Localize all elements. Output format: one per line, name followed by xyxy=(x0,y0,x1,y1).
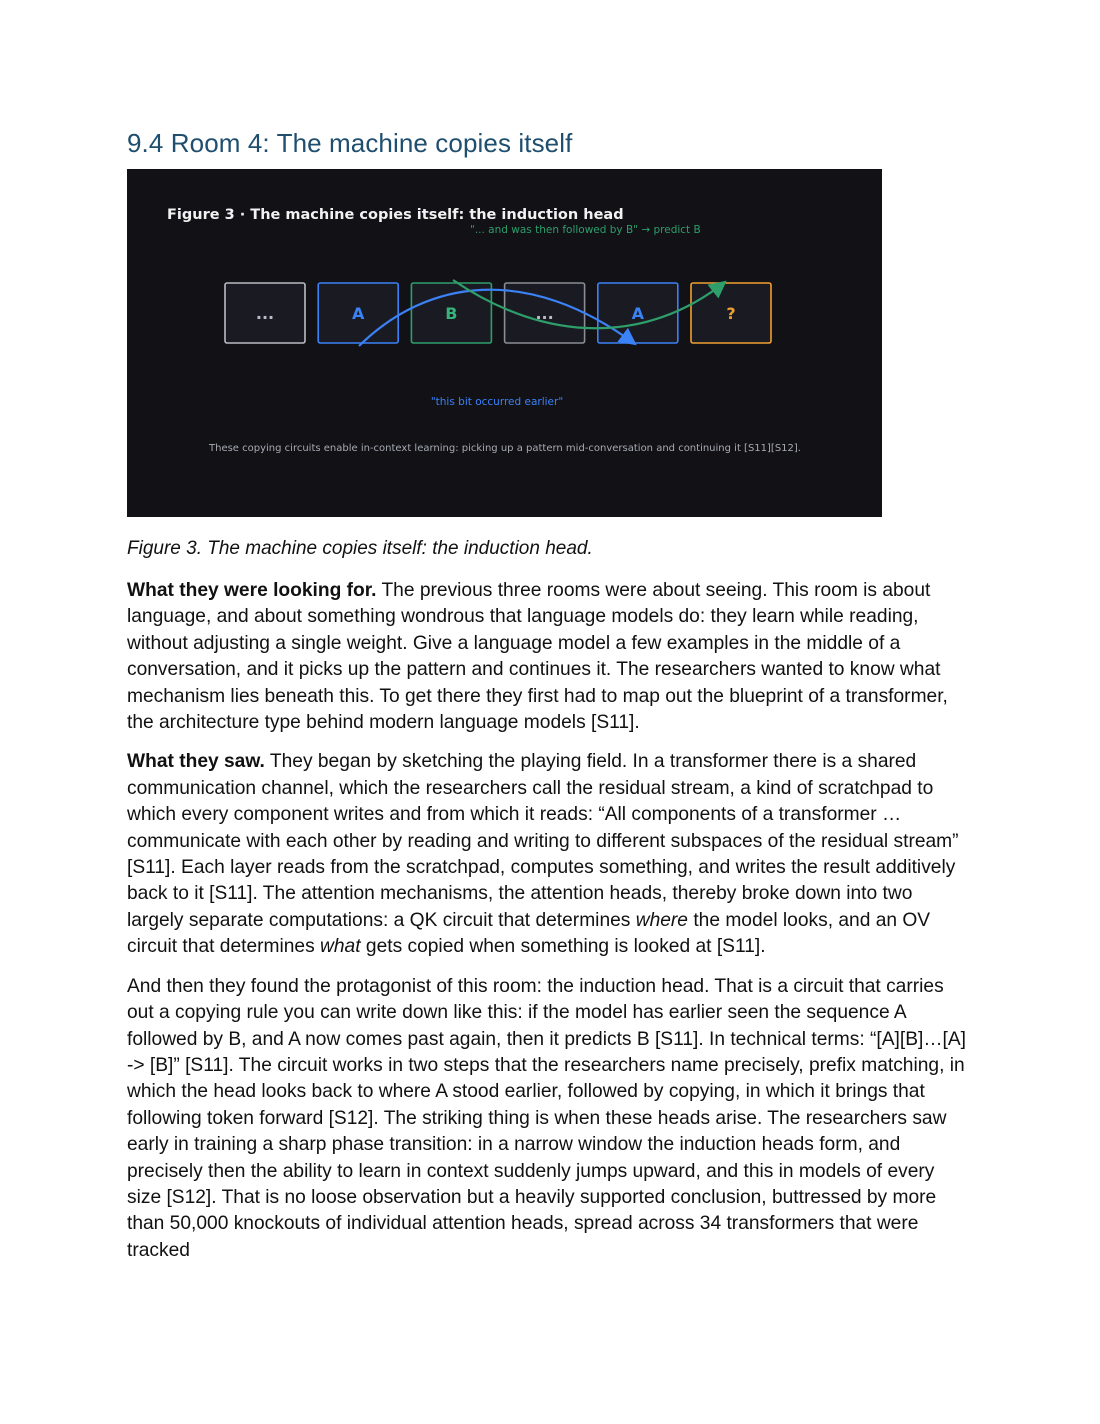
section-heading: 9.4 Room 4: The machine copies itself xyxy=(127,128,573,158)
top-annotation: "... and was then followed by B" → predict B xyxy=(470,224,701,236)
paragraph-induction-head: And then they found the protagonist of this room: the induction head. That is a circuit that carries out a copying rule you can write down like this: if the model has earlier seen the sequence A followed by B, and A now comes past again, then it predicts B [S11]. In technical terms: “[A][B]…[A] -> [B]” [S11]. The circuit works in two steps that the researchers name precisely, prefix matching, in which the head looks back to where A stood earlier, followed by copying, in which it brings that following token forward [S12]. The striking thing is when these heads arise. The researchers saw early in training a sharp phase transition: in a narrow window the induction heads form, and precisely then the ability to learn in context suddenly jumps upward, and this in models of every size [S12]. That is no loose observation but a heavily supported conclusion, buttressed by more than 50,000 knockouts of individual attention heads, spread across 34 transformers that were tracked xyxy=(127,975,966,1261)
bottom-annotation: "this bit occurred earlier" xyxy=(430,396,564,408)
token-box-2 xyxy=(318,283,398,343)
paragraph-text: They began by sketching the playing field. In a transformer there is a shared communication channel, which the researchers call the residual stream, a kind of scratchpad to which every component writes and from which it reads: “All components of a transformer … communicate with each other by reading and writing to different subspaces of the residual stream” [S11]. Each layer reads from the scratchpad, computes something, and writes the result additively back to it [S11]. The attention mechanisms, the attention heads, thereby broke down into two largely separate computations: a QK circuit that determines xyxy=(127,751,959,931)
token-box-5 xyxy=(598,283,678,343)
paragraph-lead: What they saw. xyxy=(127,751,265,773)
token-label: ... xyxy=(255,304,275,323)
token-label: B xyxy=(445,304,458,323)
token-label: ? xyxy=(726,304,736,323)
token-box-3 xyxy=(411,283,491,343)
body-text xyxy=(127,578,973,1277)
figure-caption: Figure 3. The machine copies itself: the induction head. xyxy=(127,538,593,559)
token-label: A xyxy=(631,304,644,323)
token-label: A xyxy=(352,304,365,323)
figure-title: Figure 3 · The machine copies itself: the induction head xyxy=(167,207,624,223)
paragraph-text: gets copied when something is looked at [S11]. xyxy=(360,936,766,958)
token-box-1 xyxy=(225,283,305,343)
figure-3 xyxy=(127,169,882,517)
paragraph-text: the model looks, and an OV circuit that determines xyxy=(127,909,931,958)
figure-footer: These copying circuits enable in-context learning: picking up a pattern mid-conversation and continuing it [S11][S12]. xyxy=(209,443,801,454)
token-label: ... xyxy=(535,304,554,323)
emphasis-what: what xyxy=(320,936,361,958)
paragraph-text: The previous three rooms were about seeing. This room is about language, and about something wondrous that language models do: they learn while reading, without adjusting a single weight. Give a language model a few examples in the middle of a conversation, and it picks up the pattern and continues it. The researchers wanted to know what mechanism lies beneath this. To get there they first had to map out the blueprint of a transformer, the architecture type behind modern language models [S11]. xyxy=(127,580,948,734)
emphasis-where: where xyxy=(635,909,688,931)
paragraph-what-they-saw xyxy=(127,749,973,960)
paragraph-lead: What they were looking for. xyxy=(127,580,377,601)
paragraph-looking-for xyxy=(127,578,973,736)
token-box-6 xyxy=(691,283,771,343)
induction-head-diagram xyxy=(127,169,882,517)
